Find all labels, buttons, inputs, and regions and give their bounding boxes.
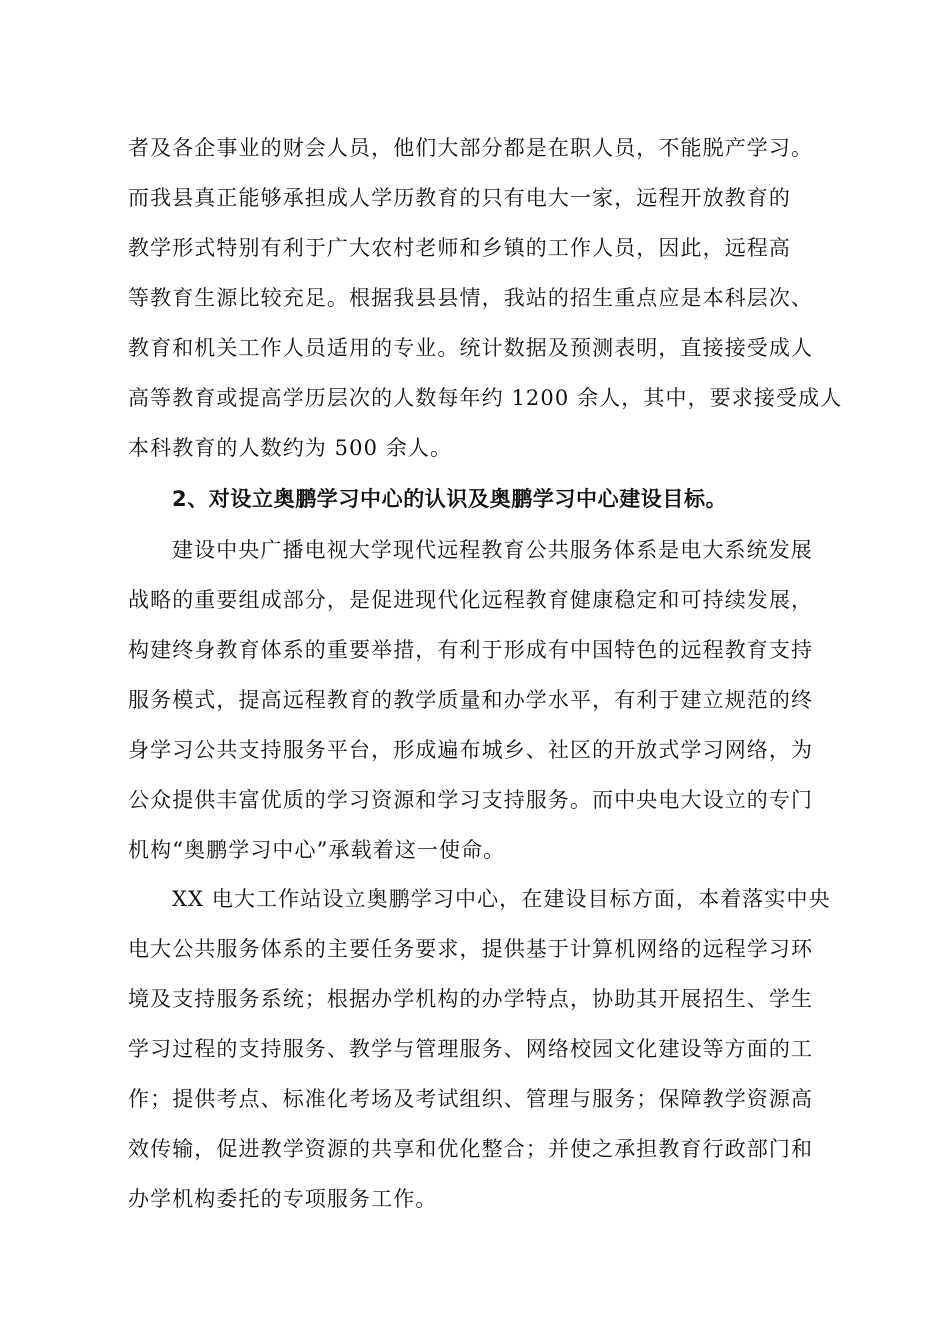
paragraph-2-line-2: 战略的重要组成部分，是促进现代化远程教育健康稳定和可持续发展，: [128, 588, 814, 612]
paragraph-2-line-6: 公众提供丰富优质的学习资源和学习支持服务。而中央电大设立的专门: [128, 788, 814, 812]
paragraph-3-line-7: 办学机构委托的专项服务工作。: [128, 1187, 438, 1211]
paragraph-1-line-7: 本科教育的人数约为 500 余人。: [128, 436, 453, 460]
paragraph-1-line-4: 等教育生源比较充足。根据我县县情，我站的招生重点应是本科层次、: [128, 286, 814, 310]
paragraph-1-line-1: 者及各企事业的财会人员，他们大部分都是在职人员，不能脱产学习。: [128, 136, 814, 160]
paragraph-3-line-3: 境及支持服务系统；根据办学机构的办学特点，协助其开展招生、学生: [128, 987, 814, 1011]
paragraph-2-line-1: 建设中央广播电视大学现代远程教育公共服务体系是电大系统发展: [172, 538, 813, 562]
paragraph-1-line-3: 教学形式特别有利于广大农村老师和乡镇的工作人员，因此，远程高: [128, 236, 791, 260]
paragraph-2-line-3: 构建终身教育体系的重要举措，有利于形成有中国特色的远程教育支持: [128, 638, 814, 662]
paragraph-1-line-6: 高等教育或提高学历层次的人数每年约 1200 余人，其中，要求接受成人: [128, 386, 843, 410]
paragraph-2-line-5: 身学习公共支持服务平台，形成遍布城乡、社区的开放式学习网络，为: [128, 738, 814, 762]
paragraph-3-line-2: 电大公共服务体系的主要任务要求，提供基于计算机网络的远程学习环: [128, 937, 814, 961]
paragraph-2-line-7: 机构“奥鹏学习中心”承载着这一使命。: [128, 838, 506, 862]
paragraph-3-line-6: 效传输，促进教学资源的共享和优化整合；并使之承担教育行政部门和: [128, 1137, 814, 1161]
paragraph-3-line-4: 学习过程的支持服务、教学与管理服务、网络校园文化建设等方面的工: [128, 1037, 814, 1061]
paragraph-1-line-5: 教育和机关工作人员适用的专业。统计数据及预测表明，直接接受成人: [128, 336, 814, 360]
section-heading-2: 2、对设立奥鹏学习中心的认识及奥鹏学习中心建设目标。: [172, 487, 728, 511]
paragraph-3-line-1: XX 电大工作站设立奥鹏学习中心，在建设目标方面，本着落实中央: [172, 887, 831, 911]
paragraph-2-line-4: 服务模式，提高远程教育的教学质量和办学水平，有利于建立规范的终: [128, 688, 814, 712]
paragraph-3-line-5: 作；提供考点、标准化考场及考试组织、管理与服务；保障教学资源高: [128, 1087, 814, 1111]
paragraph-1-line-2: 而我县真正能够承担成人学历教育的只有电大一家，远程开放教育的: [128, 186, 791, 210]
